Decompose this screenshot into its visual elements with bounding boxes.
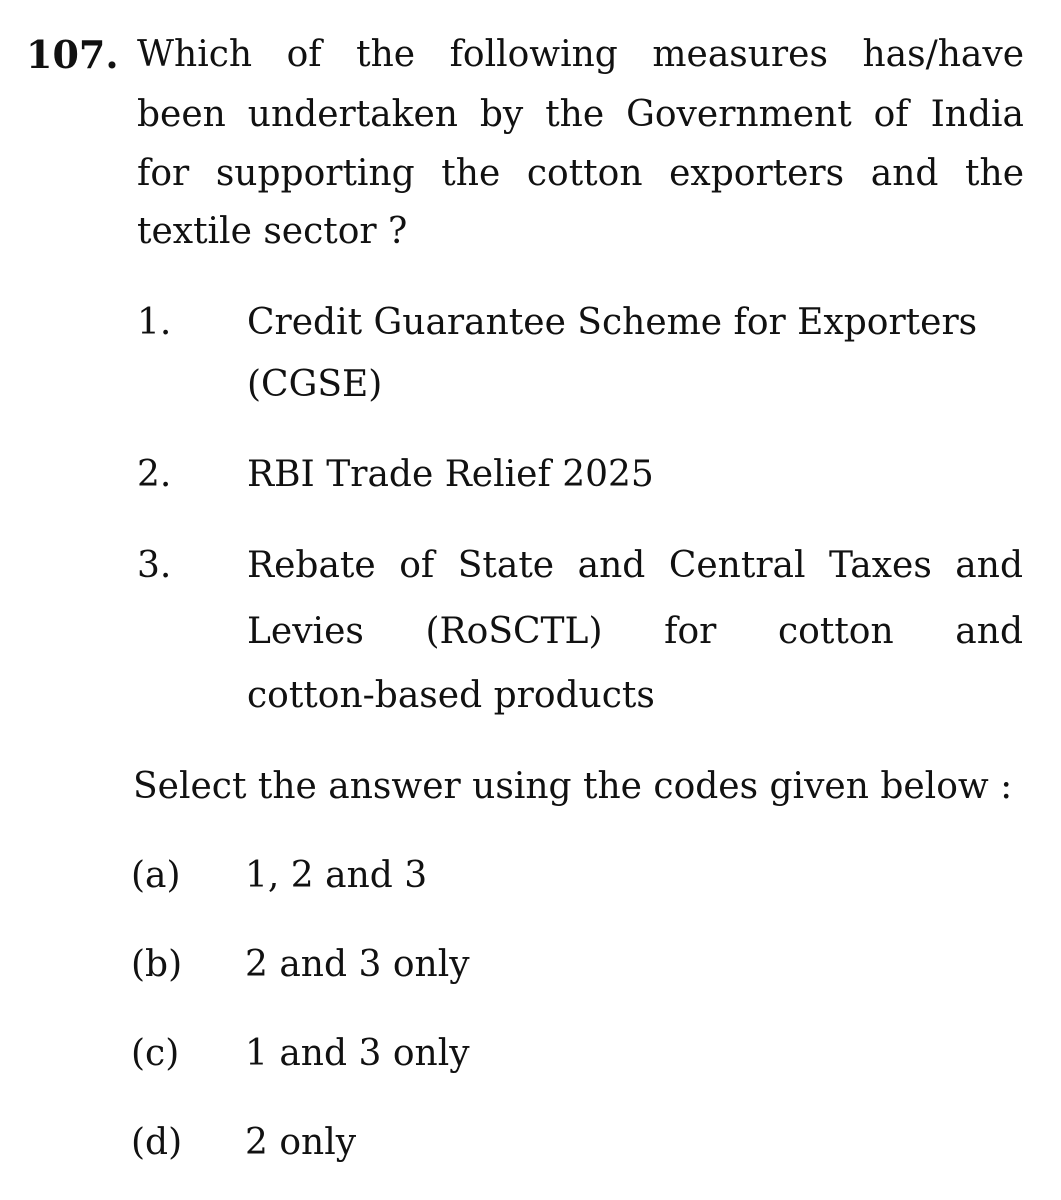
question-text-line-4: textile sector ? bbox=[137, 211, 408, 252]
question-text-line-2: been undertaken by the Government of India bbox=[137, 94, 1024, 135]
statement-2-line-1: RBI Trade Relief 2025 bbox=[247, 454, 654, 495]
statement-1-line-2: (CGSE) bbox=[247, 364, 383, 405]
statement-3-number: 3. bbox=[137, 545, 172, 586]
option-a-text: 1, 2 and 3 bbox=[245, 855, 428, 896]
statement-2-number: 2. bbox=[137, 454, 172, 495]
option-b-text: 2 and 3 only bbox=[245, 944, 470, 985]
option-d-label: (d) bbox=[131, 1122, 183, 1163]
option-a-label: (a) bbox=[131, 855, 181, 896]
option-b-label: (b) bbox=[131, 944, 183, 985]
question-number: 107. bbox=[26, 32, 119, 77]
statement-3-line-2: Levies (RoSCTL) for cotton and bbox=[247, 611, 1023, 652]
statement-3-line-1: Rebate of State and Central Taxes and bbox=[247, 545, 1023, 586]
option-d-text: 2 only bbox=[245, 1122, 357, 1163]
answer-instruction: Select the answer using the codes given below : bbox=[133, 766, 1013, 807]
option-c-label: (c) bbox=[131, 1033, 180, 1074]
question-text-line-3: for supporting the cotton exporters and the bbox=[137, 153, 1024, 194]
statement-3-line-3: cotton-based products bbox=[247, 675, 655, 716]
statement-1-number: 1. bbox=[137, 302, 172, 343]
option-c-text: 1 and 3 only bbox=[245, 1033, 470, 1074]
question-text-line-1: Which of the following measures has/have bbox=[137, 34, 1024, 75]
statement-1-line-1: Credit Guarantee Scheme for Exporters bbox=[247, 302, 978, 343]
